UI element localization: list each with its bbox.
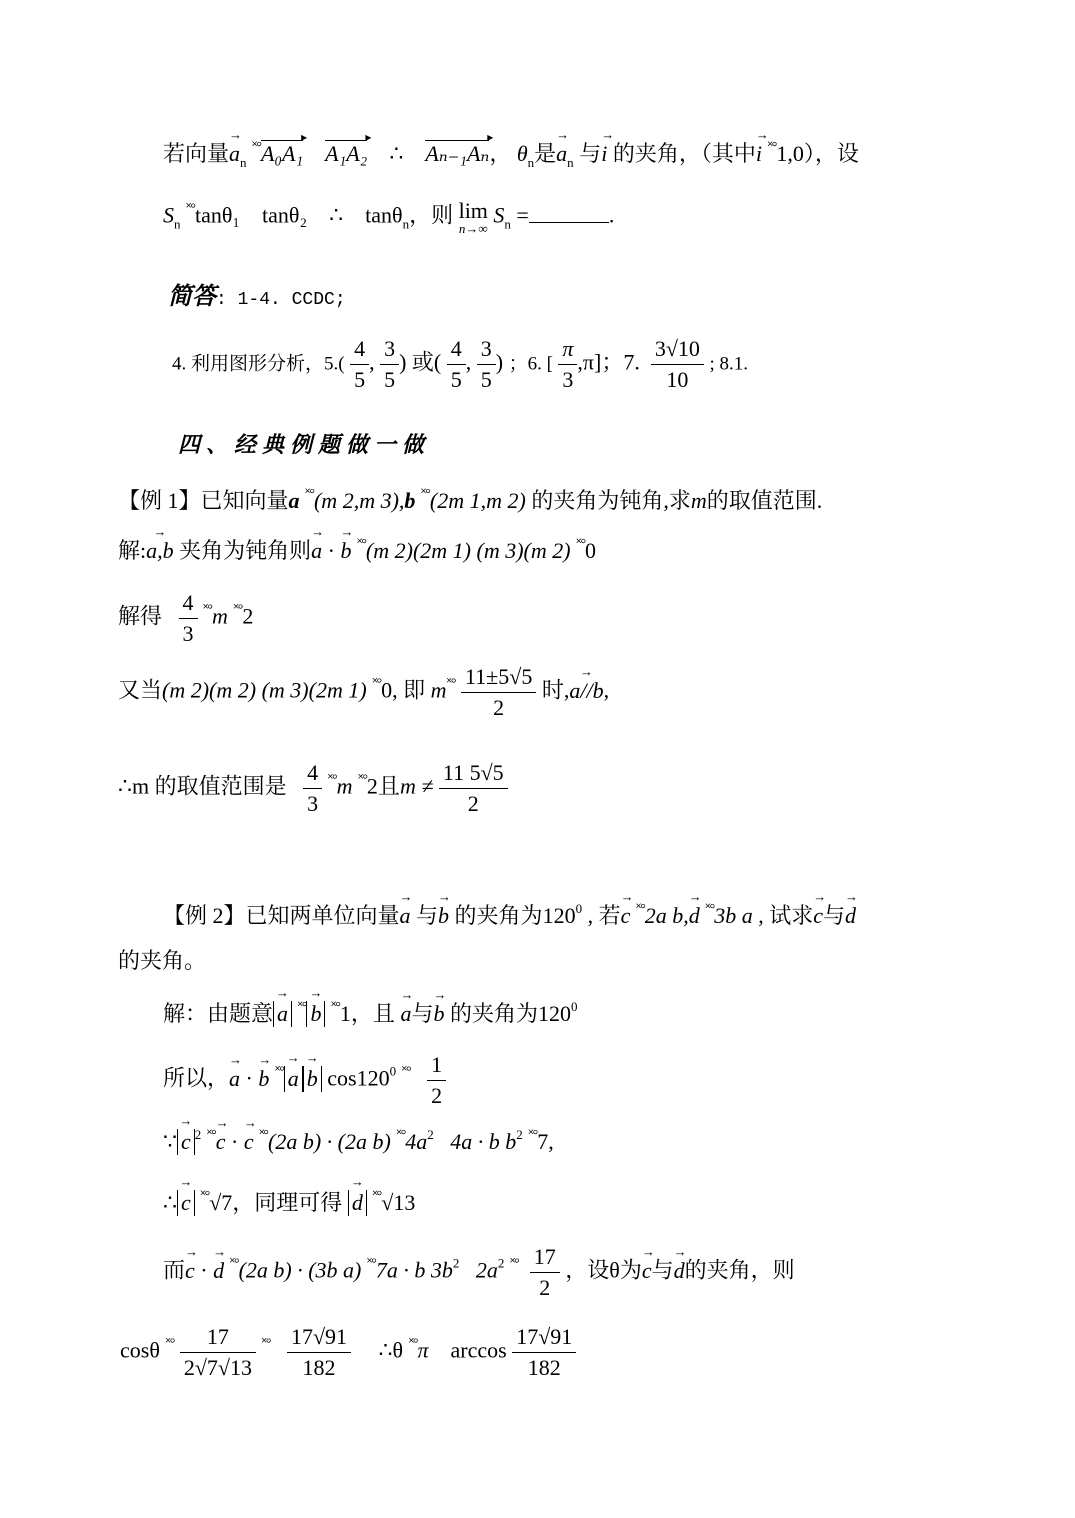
example1-when: 又当(m 2)(m 2) (m 3)(2m 1) ˟°0, 即 m˟° $\frac{11\pm 5√5}{2}$ 时,→ a//b, — [118, 666, 609, 719]
example1-statement: 【例 1】已知向量a ˟°(m 2,m 3),b ˟°(2m 1,m 2) 的夹角为钝角,求m的取值范围. — [118, 487, 823, 513]
vec-a-n-2: → a — [556, 143, 567, 165]
example2-statement: 【例 2】已知两单位向量→ a 与→ b 的夹角为$120^0$ , 若→ c ˟°2a b,→ d ˟°3b a , 试求→ c与→ d — [163, 902, 856, 927]
answers-head: 简答: 1-4. CCDC; — [168, 284, 346, 310]
example2-label: 【例 2】 — [163, 903, 246, 928]
vec-A0A1: A₀A₁ ▸ — [261, 140, 303, 165]
vec-a-n: → a — [229, 143, 240, 165]
example2-line2: 的夹角。 — [118, 948, 207, 973]
example2-csq: ∵→ c $^2$ ˟°→ c · → c ˟°(2a b) · (2a b) $^{˟^\circ}4a^2$ 4a · b $b^2$ ˟°7, — [163, 1128, 554, 1155]
p8-text-a: 若向量 — [163, 141, 230, 166]
garbled-glyph: ˟° — [252, 140, 261, 155]
example1-range: ∴m 的取值范围是 $\frac{4}{3}$ ˟°m ˟°2且m ≠ $\frac{11 5√5}{2}$ — [118, 762, 508, 815]
answers-title: 简答 — [168, 284, 216, 310]
dots: ∴ — [389, 141, 404, 166]
vec-i: → i — [601, 143, 607, 165]
example2-cos: cosθ ˟° $\frac{17}{2√7√13}$ ˟° $\frac{17√91}{182}$ ∴θ ˟°π arccos $\frac{17√91}{182}$ — [120, 1326, 576, 1379]
frac-3-5: $\frac{3}{5}$ — [380, 338, 399, 391]
example1-solve: 解得 $\frac{4}{3}$ ˟°m ˟°2 — [118, 590, 254, 646]
limit: lim n→∞ — [458, 198, 488, 236]
example2-sol1: 解：由题意→ a ˟°→ b ˟°1，且 → a与→ b 的夹角为$120^0$ — [163, 1000, 577, 1027]
example2-so: 所以，→ a · → b ˟°→ a→ b $\cos 120^0$ ˟° $\frac{1}{2}$ — [163, 1054, 446, 1107]
problem8-line1: 若向量→ $a_n$ ˟°A₀A₁ ▸ A₁A₂ ▸ ∴ Aₙ₋₁Aₙ ▸， $\theta_n$是→ $a_n$ 与→ i 的夹角，（其中→ i ˟°1,0），设 — [163, 140, 859, 169]
frac-4-5: $\frac{4}{5}$ — [350, 338, 369, 391]
example1-label: 【例 1】 — [118, 488, 201, 513]
example2-cd: 而→ c · → d ˟°(2a b) · (3b a) ˟°7a · b $3b^2$ $2a^2$ ˟° $\frac{17}{2}$ ，设θ为→ c与→ d的夹角，则 — [163, 1246, 795, 1299]
section4-heading: 四、经典例题做一做 — [178, 432, 431, 457]
vec-An1An: Aₙ₋₁Aₙ ▸ — [425, 140, 489, 165]
vec-A1A2: A₁A₂ ▸ — [325, 140, 367, 165]
answers-line2: 4. 利用图形分析，5.( $\frac{4}{5}$ , $\frac{3}{5}$ ) 或( $\frac{4}{5}$ , $\frac{3}{5}$ ) ；6. [ $\frac{\pi}{3}$ ,π]；7. $\frac{3√10}{10}$ ; 8.1. — [172, 336, 748, 392]
answer-blank — [529, 222, 609, 223]
example2-modc: ∴→ c ˟°√7，同理可得 → d ˟°√13 — [163, 1190, 415, 1216]
example1-solution: 解:→ a,b 夹角为钝角则→ a · → b ˟°(m 2)(2m 1) (m 3)(m 2) ˟°0 — [118, 538, 596, 562]
problem8-line2: $S_n$ ˟°tanθ₁ tanθ₂ ∴ tanθ$_n$，则 lim n→∞ $S_n$ = . — [163, 198, 615, 236]
